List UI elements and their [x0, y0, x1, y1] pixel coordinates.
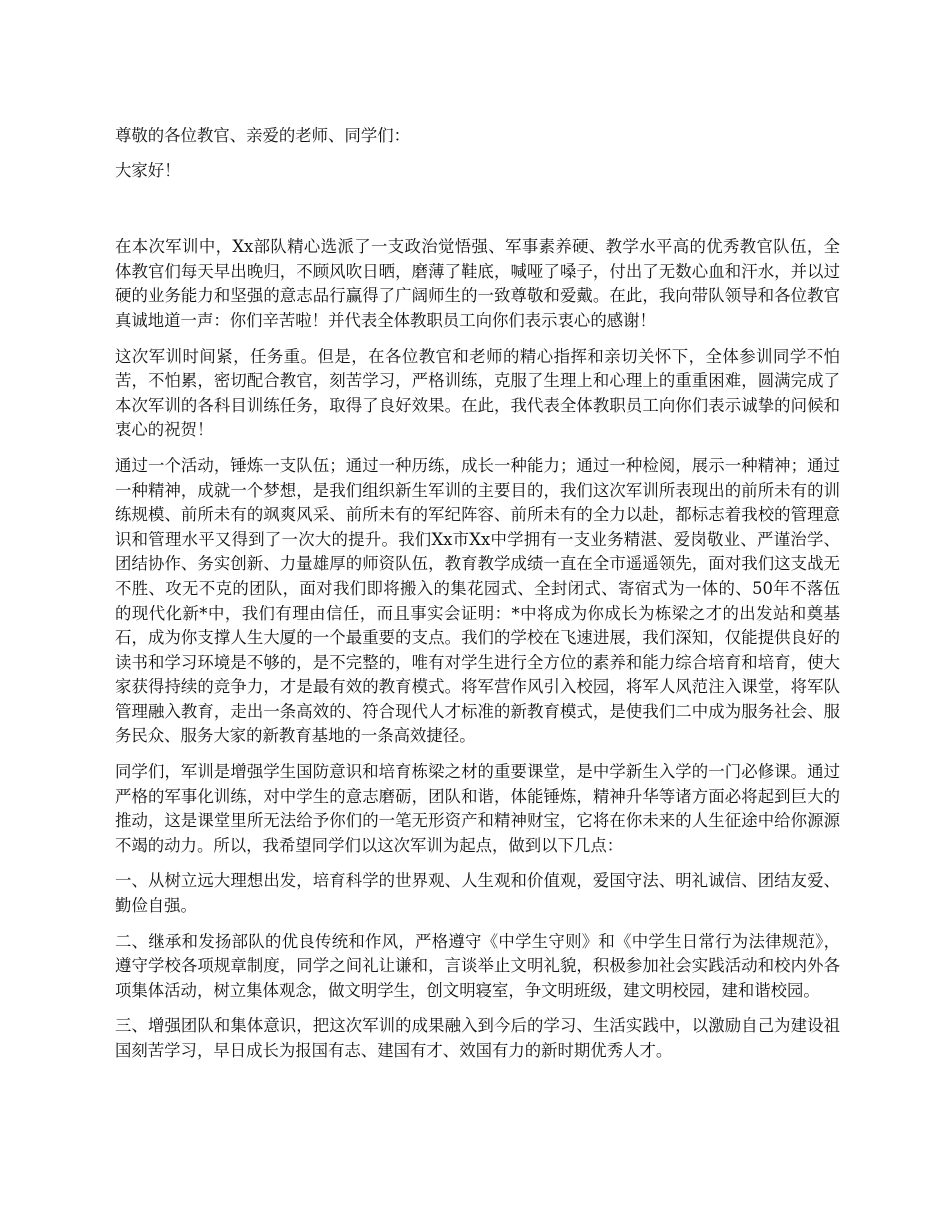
- salutation: 尊敬的各位教官、亲爱的老师、同学们：: [115, 126, 411, 145]
- paragraph-point-three: 三、增强团队和集体意识，把这次军训的成果融入到今后的学习、生活实践中，以激励自己为建设祖国刻苦学习，早日成长为报国有志、建国有才、效国有力的新时期优秀人才。: [115, 1016, 840, 1060]
- paragraph-point-one: 一、从树立远大理想出发，培育科学的世界观、人生观和价值观，爱国守法、明礼诚信、团结友爱、勤俭自强。: [115, 871, 840, 916]
- paragraph-thanks-instructors: 在本次军训中，Xx部队精心选派了一支政治觉悟强、军事素养硬、教学水平高的优秀教官队伍，全体教官们每天早出晚归，不顾风吹日晒，磨薄了鞋底，喊哑了嗓子，付出了无数心血和汗水，并以过硬的业务能力和坚强的意志品行赢得了广阔师生的一致尊敬和爱戴。在此，我向带队领导和各位教官真诚地道一声：你们辛苦啦！并代表全体教职员工向你们表示衷心的感谢！: [115, 237, 840, 330]
- paragraph-training-summary: 这次军训时间紧，任务重。但是，在各位教官和老师的精心指挥和亲切关怀下，全体参训同学不怕苦，不怕累，密切配合教官，刻苦学习，严格训练，克服了生理上和心理上的重重困难，圆满完成了本次军训的各科目训练任务，取得了良好效果。在此，我代表全体教职员工向你们表示诚挚的问候和衷心的祝贺！: [115, 346, 840, 440]
- paragraph-address-students: 同学们，军训是增强学生国防意识和培育栋梁之材的重要课堂，是中学新生入学的一门必修课。通过严格的军事化训练，对中学生的意志磨砺，团队和谐，体能锤炼，精神升华等诸方面必将起到巨大的推动，这是课堂里所无法给予你们的一笔无形资产和精神财宝，它将在你未来的人生征途中给你源源不竭的动力。所以，我希望同学们以这次军训为起点，做到以下几点：: [115, 762, 840, 855]
- greeting: 大家好！: [115, 160, 181, 180]
- paragraph-point-two: 二、继承和发扬部队的优良传统和作风，严格遵守《中学生守则》和《中学生日常行为法律规范》，遵守学校各项规章制度，同学之间礼让谦和，言谈举止文明礼貌，积极参加社会实践活动和校内外各项集体活动，树立集体观念，做文明学生，创文明寝室，争文明班级，建文明校园，建和谐校园。: [115, 931, 840, 1000]
- paragraph-training-purpose: 通过一个活动，锤炼一支队伍；通过一种历练，成长一种能力；通过一种检阅，展示一种精神；通过一种精神，成就一个梦想，是我们组织新生军训的主要目的，我们这次军训所表现出的前所未有的训练规模、前所未有的飒爽风采、前所未有的军纪阵容、前所未有的全力以赴，都标志着我校的管理意识和管理水平又得到了一次大的提升。我们Xx市Xx中学拥有一支业务精湛、爱岗敬业、严谨治学、团结协作、务实创新、力量雄厚的师资队伍，教育教学成绩一直在全市遥遥领先，面对我们这支战无不胜、攻无不克的团队，面对我们即将搬入的集花园式、全封闭式、寄宿式为一体的、50年不落伍的现代化新*中，我们有理由信任，而且事实会证明：*中将成为你成长为栋梁之才的出发站和奠基石，成为你支撑人生大厦的一个最重要的支点。我们的学校在飞速进展，我们深知，仅能提供良好的读书和学习环境是不够的，是不完整的，唯有对学生进行全方位的素养和能力综合培育和培育，使大家获得持续的竞争力，才是最有效的教育模式。将军营作风引入校园，将军人风范注入课堂，将军队管理融入教育，走出一条高效的、符合现代人才标准的新教育模式，是使我们二中成为服务社会、服务民众、服务大家的新教育基地的一条高效捷径。: [115, 455, 840, 746]
- blank-spacer: [115, 193, 840, 235]
- document-page: [115, 124, 840, 1075]
